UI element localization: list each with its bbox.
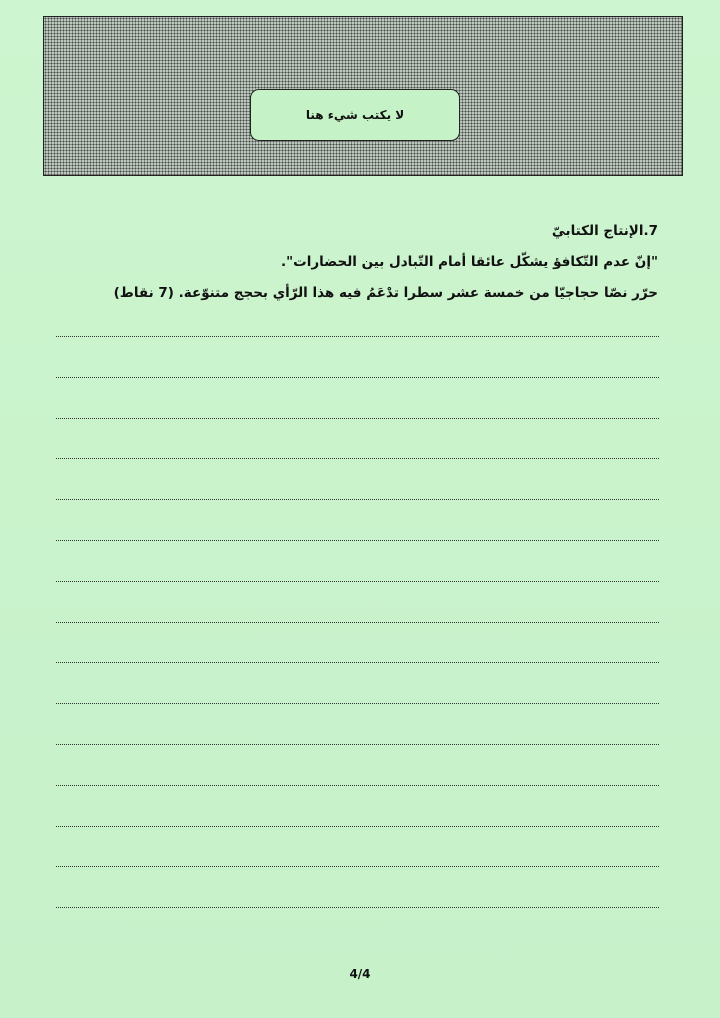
answer-line[interactable] [56,907,659,908]
question-quote: "إنّ عدم التّكافؤ يشكّل عائقا أمام التّبادل بين الحضارات". [280,254,658,270]
answer-line[interactable] [56,377,659,378]
page-number: 4/4 [349,967,371,981]
answer-line[interactable] [56,499,659,500]
answer-line[interactable] [56,826,659,827]
answer-line[interactable] [56,703,659,704]
answer-lines[interactable] [56,0,659,1018]
question-title: 7.الإنتاج الكتابيّ [551,223,658,239]
answer-line[interactable] [56,622,659,623]
answer-line[interactable] [56,662,659,663]
answer-line[interactable] [56,458,659,459]
answer-line[interactable] [56,540,659,541]
no-write-label: لا يكتب شيء هنا [305,108,405,122]
answer-line[interactable] [56,785,659,786]
answer-line[interactable] [56,866,659,867]
answer-line[interactable] [56,336,659,337]
answer-line[interactable] [56,581,659,582]
question-task: حرّر نصّا حجاجيّا من خمسة عشر سطرا تدْعَمُ فيه هذا الرّأي بحجج متنوّعة. (7 نقاط) [113,285,658,301]
answer-line[interactable] [56,744,659,745]
answer-line[interactable] [56,418,659,419]
